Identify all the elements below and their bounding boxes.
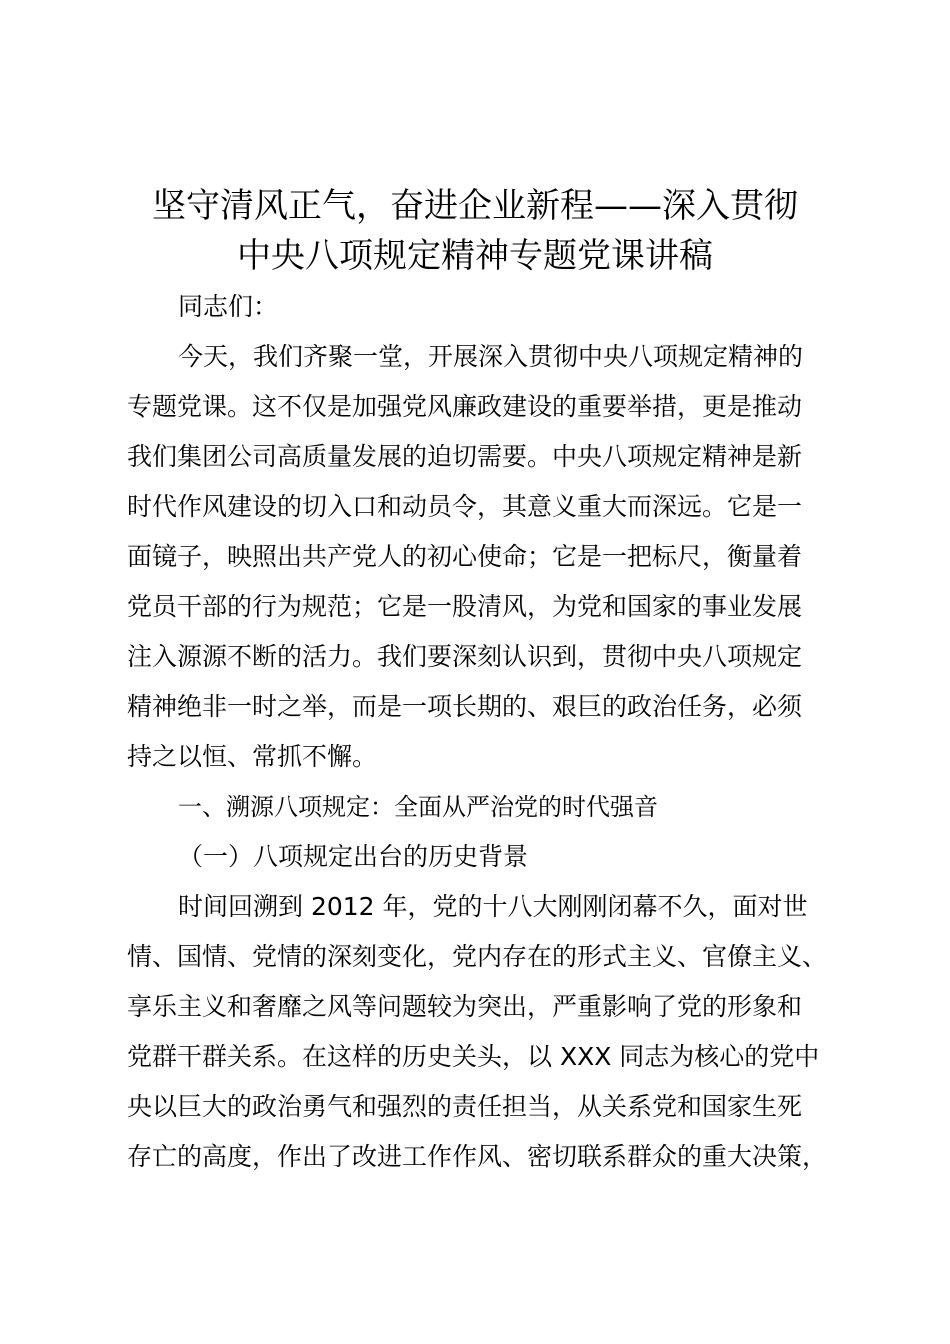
document-title-line-2: 中央八项规定精神专题党课讲稿 <box>237 236 713 276</box>
paragraph-line: 享乐主义和奢靡之风等问题较为突出，严重影响了党的形象和 <box>127 992 803 1021</box>
paragraph-line: 注入源源不断的活力。我们要深刻认识到，贯彻中央八项规定 <box>127 642 803 671</box>
paragraph-line: 央以巨大的政治勇气和强烈的责任担当，从关系党和国家生死 <box>127 1092 803 1121</box>
paragraph-line: 专题党课。这不仅是加强党风廉政建设的重要举措，更是推动 <box>127 392 803 421</box>
document-title-line-1: 坚守清风正气，奋进企业新程——深入贯彻 <box>152 186 798 226</box>
paragraph-line: 情、国情、党情的深刻变化，党内存在的形式主义、官僚主义、 <box>127 942 828 971</box>
paragraph-line: 我们集团公司高质量发展的迫切需要。中央八项规定精神是新 <box>127 442 803 471</box>
paragraph-line: 存亡的高度，作出了改进工作作风、密切联系群众的重大决策， <box>127 1142 828 1171</box>
paragraph-line: 持之以恒、常抓不懈。 <box>127 742 378 771</box>
greeting: 同志们： <box>178 292 279 321</box>
paragraph-line: 面镜子，映照出共产党人的初心使命；它是一把标尺，衡量着 <box>127 542 803 571</box>
paragraph-line: 时间回溯到 2012 年，党的十八大刚刚闭幕不久，面对世 <box>178 892 808 921</box>
paragraph-line: 党员干部的行为规范；它是一股清风，为党和国家的事业发展 <box>127 592 803 621</box>
subsection-heading: （一）八项规定出台的历史背景 <box>178 842 529 871</box>
section-heading: 一、溯源八项规定：全面从严治党的时代强音 <box>178 793 658 821</box>
paragraph-line: 精神绝非一时之举，而是一项长期的、艰巨的政治任务，必须 <box>127 692 803 721</box>
paragraph-line: 党群干群关系。在这样的历史关头，以 XXX 同志为核心的党中 <box>127 1042 820 1071</box>
paragraph-line: 今天，我们齐聚一堂，开展深入贯彻中央八项规定精神的 <box>178 342 804 371</box>
paragraph-line: 时代作风建设的切入口和动员令，其意义重大而深远。它是一 <box>127 492 803 521</box>
